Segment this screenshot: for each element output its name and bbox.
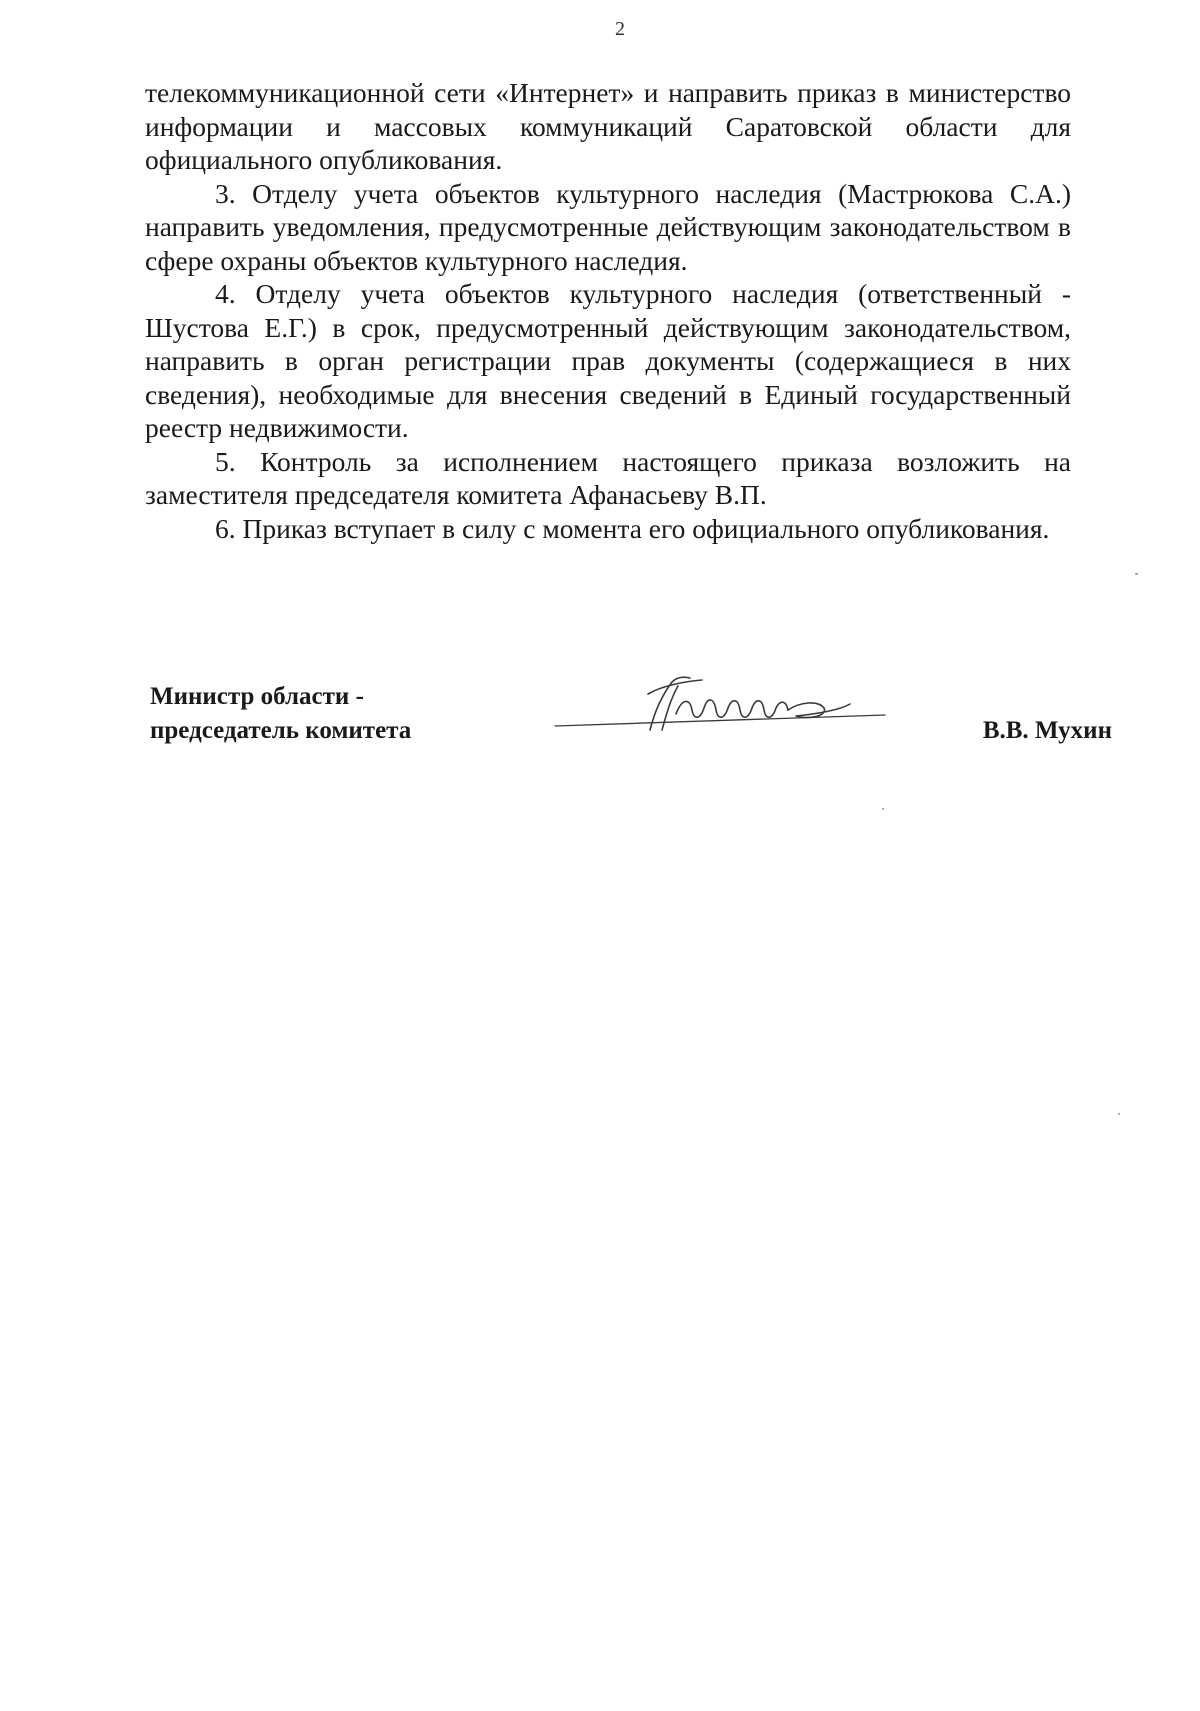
- scan-speck: [882, 808, 884, 810]
- document-body: [145, 76, 1071, 545]
- signature-block: [150, 680, 1150, 770]
- signer-title: [150, 680, 411, 748]
- paragraph-item-5: 5. Контроль за исполнением настоящего приказа возложить на заместителя председателя комитета Афанасьеву В.П.: [145, 445, 1071, 510]
- signer-title-line-1: Министр области -: [150, 683, 364, 710]
- signer-name: В.В. Мухин: [982, 717, 1112, 744]
- paragraph-item-6: 6. Приказ вступает в силу с момента его официального опубликования.: [215, 512, 1050, 544]
- paragraph-continuation: телекоммуникационной сети «Интернет» и направить приказ в министерство информации и массовых коммуникаций Саратовской области для официального опубликования.: [145, 77, 1071, 175]
- paragraph-item-3: 3. Отделу учета объектов культурного наследия (Мастрюкова С.А.) направить уведомления, предусмотренные действующим законодательством в сфере охраны объектов культурного наследия.: [145, 177, 1071, 276]
- handwritten-signature: [550, 664, 890, 754]
- signer-title-line-2: председатель комитета: [150, 717, 412, 744]
- paragraph-item-4: 4. Отделу учета объектов культурного наследия (ответственный - Шустова Е.Г.) в срок, предусмотренный действующим законодательством, направить в орган регистрации прав документы (содержащиеся в них сведения), необходимые для внесения сведений в Единый государственный реестр недвижимости.: [145, 278, 1071, 443]
- scan-speck: [1135, 573, 1138, 575]
- page-number: 2: [615, 18, 625, 40]
- scan-speck: [1118, 1113, 1120, 1115]
